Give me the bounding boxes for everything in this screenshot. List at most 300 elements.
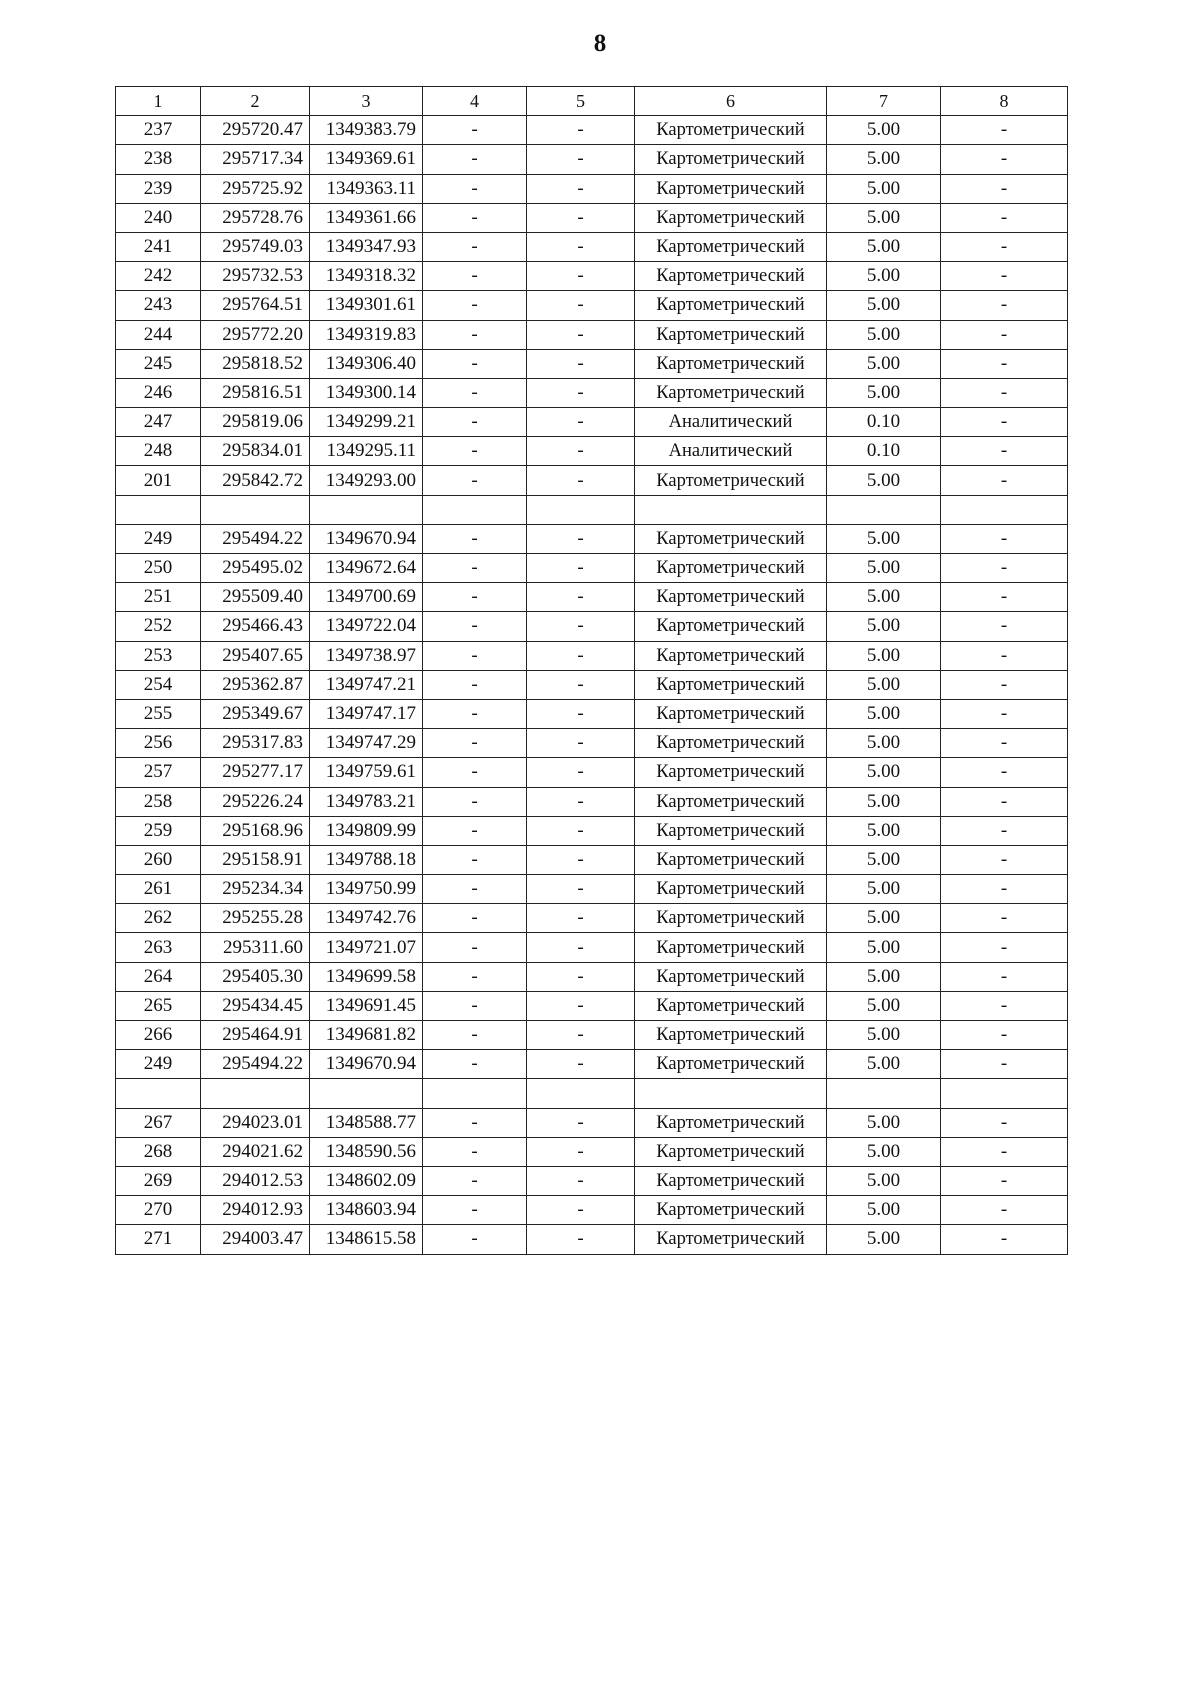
y-coordinate-cell: 1349681.82 — [310, 1021, 423, 1050]
accuracy-cell: 5.00 — [827, 1166, 941, 1195]
col5-cell: - — [527, 466, 635, 495]
point-number-cell: 270 — [116, 1196, 201, 1225]
col5-cell: - — [527, 174, 635, 203]
point-number-cell — [116, 1079, 201, 1108]
point-number-cell: 244 — [116, 320, 201, 349]
col8-cell: - — [941, 991, 1068, 1020]
point-number-cell: 262 — [116, 904, 201, 933]
x-coordinate-cell: 295226.24 — [201, 787, 310, 816]
col4-cell: - — [423, 670, 527, 699]
accuracy-cell: 5.00 — [827, 1137, 941, 1166]
method-cell: Картометрический — [635, 1050, 827, 1079]
table-row — [116, 437, 1068, 466]
method-cell: Картометрический — [635, 1166, 827, 1195]
col5-cell: - — [527, 262, 635, 291]
col5-cell: - — [527, 349, 635, 378]
y-coordinate-cell: 1349747.29 — [310, 729, 423, 758]
point-number-cell: 254 — [116, 670, 201, 699]
col4-cell: - — [423, 291, 527, 320]
method-cell: Картометрический — [635, 320, 827, 349]
col5-cell: - — [527, 554, 635, 583]
point-number-cell: 238 — [116, 145, 201, 174]
col5-cell: - — [527, 729, 635, 758]
col5-cell: - — [527, 699, 635, 728]
accuracy-cell: 5.00 — [827, 583, 941, 612]
point-number-cell: 245 — [116, 349, 201, 378]
x-coordinate-cell: 295728.76 — [201, 203, 310, 232]
table-row — [116, 670, 1068, 699]
y-coordinate-cell: 1349319.83 — [310, 320, 423, 349]
table-row — [116, 1196, 1068, 1225]
x-coordinate-cell: 295749.03 — [201, 232, 310, 261]
x-coordinate-cell: 295819.06 — [201, 408, 310, 437]
table-row — [116, 116, 1068, 145]
y-coordinate-cell: 1349700.69 — [310, 583, 423, 612]
point-number-cell: 239 — [116, 174, 201, 203]
accuracy-cell: 5.00 — [827, 145, 941, 174]
y-coordinate-cell: 1349293.00 — [310, 466, 423, 495]
table-row — [116, 991, 1068, 1020]
col8-cell: - — [941, 1021, 1068, 1050]
x-coordinate-cell: 295509.40 — [201, 583, 310, 612]
x-coordinate-cell: 294003.47 — [201, 1225, 310, 1254]
table-row — [116, 1225, 1068, 1254]
point-number-cell: 261 — [116, 875, 201, 904]
method-cell: Картометрический — [635, 203, 827, 232]
col8-cell: - — [941, 845, 1068, 874]
x-coordinate-cell: 295842.72 — [201, 466, 310, 495]
table-row — [116, 962, 1068, 991]
table-row — [116, 174, 1068, 203]
col4-cell: - — [423, 232, 527, 261]
table-row-separator — [116, 495, 1068, 524]
col4-cell: - — [423, 437, 527, 466]
method-cell: Картометрический — [635, 232, 827, 261]
point-number-cell: 258 — [116, 787, 201, 816]
point-number-cell: 259 — [116, 816, 201, 845]
col4-cell: - — [423, 583, 527, 612]
col4-cell: - — [423, 962, 527, 991]
col8-cell: - — [941, 904, 1068, 933]
col5-cell: - — [527, 116, 635, 145]
x-coordinate-cell: 295717.34 — [201, 145, 310, 174]
point-number-cell: 246 — [116, 378, 201, 407]
point-number-cell: 240 — [116, 203, 201, 232]
col8-cell: - — [941, 232, 1068, 261]
x-coordinate-cell: 295234.34 — [201, 875, 310, 904]
accuracy-cell: 5.00 — [827, 641, 941, 670]
y-coordinate-cell: 1349301.61 — [310, 291, 423, 320]
point-number-cell: 243 — [116, 291, 201, 320]
col4-cell — [423, 495, 527, 524]
col4-cell: - — [423, 1225, 527, 1254]
accuracy-cell: 5.00 — [827, 232, 941, 261]
table-row — [116, 320, 1068, 349]
col5-cell: - — [527, 1108, 635, 1137]
accuracy-cell: 5.00 — [827, 845, 941, 874]
y-coordinate-cell: 1349721.07 — [310, 933, 423, 962]
accuracy-cell: 5.00 — [827, 962, 941, 991]
col4-cell: - — [423, 524, 527, 553]
table-row — [116, 349, 1068, 378]
x-coordinate-cell: 295495.02 — [201, 554, 310, 583]
point-number-cell: 268 — [116, 1137, 201, 1166]
y-coordinate-cell: 1348602.09 — [310, 1166, 423, 1195]
col8-cell: - — [941, 291, 1068, 320]
point-number-cell: 265 — [116, 991, 201, 1020]
method-cell: Картометрический — [635, 670, 827, 699]
method-cell: Картометрический — [635, 962, 827, 991]
col4-cell: - — [423, 174, 527, 203]
method-cell: Картометрический — [635, 1196, 827, 1225]
method-cell: Картометрический — [635, 729, 827, 758]
accuracy-cell: 5.00 — [827, 729, 941, 758]
method-cell: Картометрический — [635, 991, 827, 1020]
col5-cell: - — [527, 641, 635, 670]
y-coordinate-cell: 1349742.76 — [310, 904, 423, 933]
x-coordinate-cell: 295466.43 — [201, 612, 310, 641]
table-row — [116, 378, 1068, 407]
table-row — [116, 1021, 1068, 1050]
table-row — [116, 583, 1068, 612]
table-row — [116, 145, 1068, 174]
method-cell: Картометрический — [635, 612, 827, 641]
col8-cell: - — [941, 524, 1068, 553]
x-coordinate-cell: 295494.22 — [201, 1050, 310, 1079]
table-row — [116, 787, 1068, 816]
point-number-cell: 241 — [116, 232, 201, 261]
point-number-cell: 201 — [116, 466, 201, 495]
method-cell: Картометрический — [635, 378, 827, 407]
accuracy-cell: 5.00 — [827, 699, 941, 728]
accuracy-cell: 5.00 — [827, 875, 941, 904]
accuracy-cell: 5.00 — [827, 816, 941, 845]
x-coordinate-cell: 294023.01 — [201, 1108, 310, 1137]
col8-cell: - — [941, 933, 1068, 962]
table-row — [116, 291, 1068, 320]
method-cell — [635, 1079, 827, 1108]
col8-cell: - — [941, 583, 1068, 612]
method-cell: Картометрический — [635, 291, 827, 320]
y-coordinate-cell — [310, 495, 423, 524]
table-row — [116, 1166, 1068, 1195]
col8-cell: - — [941, 699, 1068, 728]
method-cell: Картометрический — [635, 787, 827, 816]
col4-cell: - — [423, 787, 527, 816]
y-coordinate-cell: 1349747.21 — [310, 670, 423, 699]
col4-cell: - — [423, 845, 527, 874]
col5-cell: - — [527, 787, 635, 816]
column-header: 8 — [941, 87, 1068, 116]
point-number-cell: 249 — [116, 524, 201, 553]
accuracy-cell: 5.00 — [827, 612, 941, 641]
accuracy-cell: 5.00 — [827, 933, 941, 962]
col4-cell: - — [423, 729, 527, 758]
col8-cell: - — [941, 1166, 1068, 1195]
col4-cell: - — [423, 1108, 527, 1137]
y-coordinate-cell: 1349306.40 — [310, 349, 423, 378]
method-cell: Картометрический — [635, 1021, 827, 1050]
col5-cell: - — [527, 437, 635, 466]
table-header-row — [116, 87, 1068, 116]
col5-cell: - — [527, 320, 635, 349]
point-number-cell: 252 — [116, 612, 201, 641]
point-number-cell: 248 — [116, 437, 201, 466]
table-row — [116, 408, 1068, 437]
x-coordinate-cell: 295168.96 — [201, 816, 310, 845]
col4-cell: - — [423, 758, 527, 787]
method-cell: Картометрический — [635, 699, 827, 728]
accuracy-cell: 5.00 — [827, 174, 941, 203]
table-row — [116, 466, 1068, 495]
method-cell: Картометрический — [635, 816, 827, 845]
table-row — [116, 1108, 1068, 1137]
y-coordinate-cell: 1349299.21 — [310, 408, 423, 437]
accuracy-cell: 5.00 — [827, 349, 941, 378]
method-cell: Картометрический — [635, 262, 827, 291]
x-coordinate-cell — [201, 1079, 310, 1108]
y-coordinate-cell: 1349670.94 — [310, 1050, 423, 1079]
y-coordinate-cell: 1349788.18 — [310, 845, 423, 874]
col4-cell: - — [423, 612, 527, 641]
method-cell: Картометрический — [635, 904, 827, 933]
col4-cell: - — [423, 145, 527, 174]
method-cell: Картометрический — [635, 145, 827, 174]
x-coordinate-cell: 295818.52 — [201, 349, 310, 378]
table-row — [116, 554, 1068, 583]
col4-cell: - — [423, 1196, 527, 1225]
col8-cell: - — [941, 437, 1068, 466]
y-coordinate-cell: 1349363.11 — [310, 174, 423, 203]
table-row — [116, 845, 1068, 874]
accuracy-cell — [827, 495, 941, 524]
accuracy-cell: 5.00 — [827, 116, 941, 145]
point-number-cell: 247 — [116, 408, 201, 437]
col8-cell: - — [941, 408, 1068, 437]
table-row — [116, 262, 1068, 291]
col8-cell: - — [941, 1137, 1068, 1166]
col5-cell: - — [527, 670, 635, 699]
x-coordinate-cell: 295405.30 — [201, 962, 310, 991]
col5-cell: - — [527, 991, 635, 1020]
col8-cell: - — [941, 262, 1068, 291]
x-coordinate-cell: 295834.01 — [201, 437, 310, 466]
col8-cell: - — [941, 349, 1068, 378]
x-coordinate-cell: 295732.53 — [201, 262, 310, 291]
accuracy-cell: 5.00 — [827, 1050, 941, 1079]
y-coordinate-cell: 1349759.61 — [310, 758, 423, 787]
y-coordinate-cell: 1349750.99 — [310, 875, 423, 904]
coordinates-table — [115, 86, 1068, 1255]
table-row — [116, 816, 1068, 845]
col8-cell: - — [941, 1196, 1068, 1225]
method-cell: Картометрический — [635, 758, 827, 787]
col5-cell: - — [527, 291, 635, 320]
point-number-cell: 255 — [116, 699, 201, 728]
col8-cell: - — [941, 729, 1068, 758]
column-header: 1 — [116, 87, 201, 116]
y-coordinate-cell — [310, 1079, 423, 1108]
accuracy-cell: 5.00 — [827, 1021, 941, 1050]
x-coordinate-cell: 295464.91 — [201, 1021, 310, 1050]
table-row — [116, 758, 1068, 787]
y-coordinate-cell: 1349738.97 — [310, 641, 423, 670]
y-coordinate-cell: 1349699.58 — [310, 962, 423, 991]
point-number-cell: 267 — [116, 1108, 201, 1137]
x-coordinate-cell: 295764.51 — [201, 291, 310, 320]
col4-cell: - — [423, 875, 527, 904]
x-coordinate-cell — [201, 495, 310, 524]
col5-cell: - — [527, 816, 635, 845]
y-coordinate-cell: 1349809.99 — [310, 816, 423, 845]
col8-cell: - — [941, 1225, 1068, 1254]
table-row — [116, 1137, 1068, 1166]
table-row — [116, 699, 1068, 728]
point-number-cell: 249 — [116, 1050, 201, 1079]
accuracy-cell: 5.00 — [827, 904, 941, 933]
accuracy-cell: 5.00 — [827, 1196, 941, 1225]
accuracy-cell: 5.00 — [827, 378, 941, 407]
point-number-cell: 256 — [116, 729, 201, 758]
col8-cell: - — [941, 145, 1068, 174]
accuracy-cell — [827, 1079, 941, 1108]
y-coordinate-cell: 1348603.94 — [310, 1196, 423, 1225]
x-coordinate-cell: 295349.67 — [201, 699, 310, 728]
x-coordinate-cell: 295494.22 — [201, 524, 310, 553]
point-number-cell: 250 — [116, 554, 201, 583]
y-coordinate-cell: 1349691.45 — [310, 991, 423, 1020]
table-row — [116, 524, 1068, 553]
x-coordinate-cell: 295725.92 — [201, 174, 310, 203]
point-number-cell: 237 — [116, 116, 201, 145]
x-coordinate-cell: 295277.17 — [201, 758, 310, 787]
x-coordinate-cell: 294021.62 — [201, 1137, 310, 1166]
col5-cell: - — [527, 145, 635, 174]
method-cell: Картометрический — [635, 116, 827, 145]
y-coordinate-cell: 1348615.58 — [310, 1225, 423, 1254]
y-coordinate-cell: 1349369.61 — [310, 145, 423, 174]
x-coordinate-cell: 295816.51 — [201, 378, 310, 407]
table-row — [116, 904, 1068, 933]
col8-cell: - — [941, 320, 1068, 349]
table-row — [116, 729, 1068, 758]
col5-cell: - — [527, 1050, 635, 1079]
col4-cell: - — [423, 378, 527, 407]
method-cell: Аналитический — [635, 408, 827, 437]
col8-cell: - — [941, 378, 1068, 407]
accuracy-cell: 5.00 — [827, 291, 941, 320]
y-coordinate-cell: 1349722.04 — [310, 612, 423, 641]
accuracy-cell: 5.00 — [827, 787, 941, 816]
accuracy-cell: 5.00 — [827, 262, 941, 291]
col8-cell — [941, 1079, 1068, 1108]
accuracy-cell: 5.00 — [827, 1108, 941, 1137]
accuracy-cell: 5.00 — [827, 524, 941, 553]
col5-cell: - — [527, 904, 635, 933]
col4-cell — [423, 1079, 527, 1108]
col4-cell: - — [423, 1050, 527, 1079]
table-row — [116, 933, 1068, 962]
accuracy-cell: 5.00 — [827, 1225, 941, 1254]
col5-cell: - — [527, 1137, 635, 1166]
table-row — [116, 875, 1068, 904]
table-row-separator — [116, 1079, 1068, 1108]
y-coordinate-cell: 1349670.94 — [310, 524, 423, 553]
x-coordinate-cell: 295772.20 — [201, 320, 310, 349]
method-cell: Аналитический — [635, 437, 827, 466]
method-cell: Картометрический — [635, 349, 827, 378]
method-cell: Картометрический — [635, 174, 827, 203]
method-cell: Картометрический — [635, 524, 827, 553]
accuracy-cell: 5.00 — [827, 758, 941, 787]
col8-cell: - — [941, 554, 1068, 583]
col8-cell: - — [941, 466, 1068, 495]
y-coordinate-cell: 1349383.79 — [310, 116, 423, 145]
point-number-cell: 266 — [116, 1021, 201, 1050]
col4-cell: - — [423, 116, 527, 145]
col8-cell: - — [941, 758, 1068, 787]
method-cell: Картометрический — [635, 1225, 827, 1254]
accuracy-cell: 5.00 — [827, 320, 941, 349]
x-coordinate-cell: 295407.65 — [201, 641, 310, 670]
col5-cell: - — [527, 232, 635, 261]
column-header: 3 — [310, 87, 423, 116]
accuracy-cell: 0.10 — [827, 408, 941, 437]
method-cell — [635, 495, 827, 524]
table-row — [116, 641, 1068, 670]
x-coordinate-cell: 295317.83 — [201, 729, 310, 758]
method-cell: Картометрический — [635, 933, 827, 962]
col4-cell: - — [423, 1166, 527, 1195]
point-number-cell: 251 — [116, 583, 201, 612]
table-row — [116, 232, 1068, 261]
col8-cell — [941, 495, 1068, 524]
x-coordinate-cell: 295255.28 — [201, 904, 310, 933]
col5-cell: - — [527, 1196, 635, 1225]
col5-cell — [527, 1079, 635, 1108]
point-number-cell: 264 — [116, 962, 201, 991]
method-cell: Картометрический — [635, 641, 827, 670]
col8-cell: - — [941, 641, 1068, 670]
col4-cell: - — [423, 554, 527, 583]
col5-cell: - — [527, 408, 635, 437]
col4-cell: - — [423, 991, 527, 1020]
point-number-cell: 271 — [116, 1225, 201, 1254]
table-row — [116, 203, 1068, 232]
point-number-cell: 260 — [116, 845, 201, 874]
col4-cell: - — [423, 641, 527, 670]
col4-cell: - — [423, 203, 527, 232]
table-row — [116, 1050, 1068, 1079]
col5-cell: - — [527, 203, 635, 232]
x-coordinate-cell: 294012.93 — [201, 1196, 310, 1225]
col8-cell: - — [941, 670, 1068, 699]
point-number-cell: 253 — [116, 641, 201, 670]
y-coordinate-cell: 1349672.64 — [310, 554, 423, 583]
point-number-cell: 257 — [116, 758, 201, 787]
col4-cell: - — [423, 320, 527, 349]
col8-cell: - — [941, 816, 1068, 845]
method-cell: Картометрический — [635, 1137, 827, 1166]
col4-cell: - — [423, 933, 527, 962]
method-cell: Картометрический — [635, 466, 827, 495]
x-coordinate-cell: 295362.87 — [201, 670, 310, 699]
y-coordinate-cell: 1348588.77 — [310, 1108, 423, 1137]
table-body — [116, 87, 1068, 1255]
x-coordinate-cell: 295158.91 — [201, 845, 310, 874]
col8-cell: - — [941, 875, 1068, 904]
col4-cell: - — [423, 699, 527, 728]
